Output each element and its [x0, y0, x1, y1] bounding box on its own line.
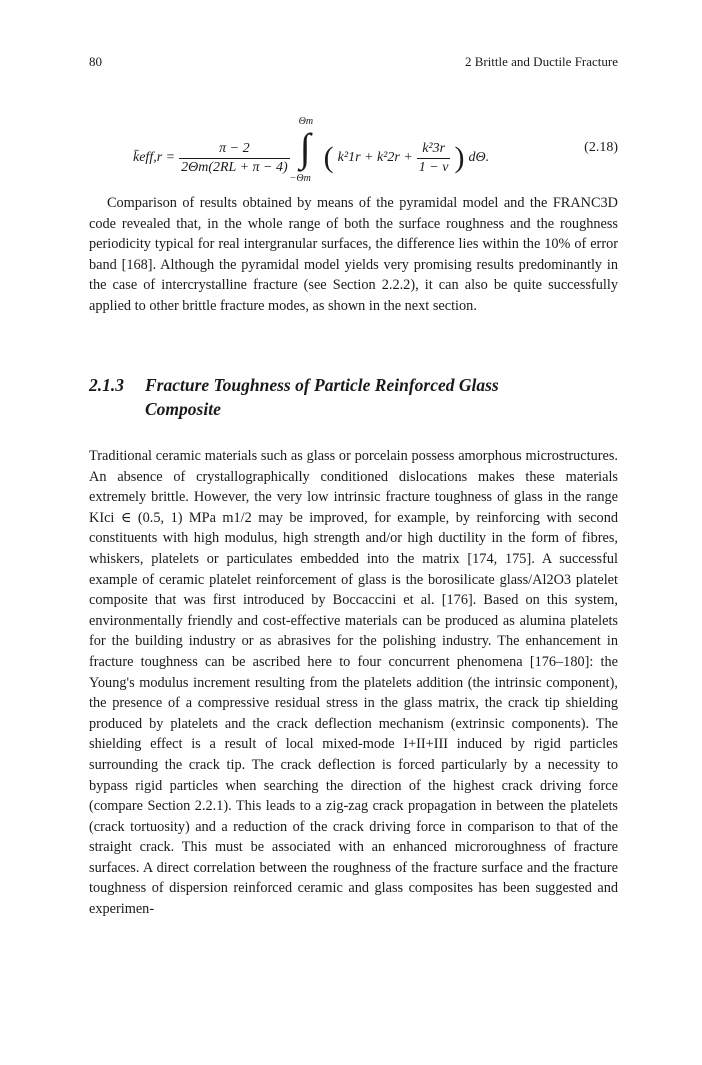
section-title-line2: Composite	[145, 399, 221, 419]
differential: dΘ.	[468, 150, 490, 165]
fraction-denominator: 2Θm(2RL + π − 4)	[181, 159, 288, 175]
inner-fraction	[417, 140, 451, 177]
equation-body: k̄eff,r = $\frac{\pi - 2}{2\Theta m(2RL + \pi - 4)}$ Θm ∫ −Θm ( k²1r + k²2r + $\frac{\text{k²3r}}{1 - \nu}$ ) dΘ.	[133, 116, 490, 184]
running-head	[89, 54, 618, 70]
section-title-line1: Fracture Toughness of Particle Reinforced Glass	[145, 375, 499, 395]
equation-lhs: k̄eff,r =	[133, 150, 176, 165]
paragraph-pyramidal-model: Comparison of results obtained by means of the pyramidal model and the FRANC3D code revealed that, in the whole range of both the surface roughness and the roughness periodicity typical for real intergranular surfaces, the difference lies within the 10% of error band [168]. Although the pyramidal model yields very promising results predominantly in the case of intercrystalline fracture (see Section 2.2.2), it can also be quite successfully applied to other brittle fracture modes, as shown in the next section.	[89, 195, 618, 314]
equation-number: (2.18)	[584, 140, 618, 155]
chapter-title: 2 Brittle and Ductile Fracture	[464, 54, 618, 69]
equation-2-18	[89, 118, 618, 186]
fraction-numerator: π − 2	[179, 140, 290, 159]
section-number: 2.1.3	[89, 375, 124, 395]
section-heading	[89, 373, 618, 421]
inner-numerator: k²3r	[417, 140, 451, 159]
page-number: 80	[89, 54, 102, 69]
integral-sign: Θm ∫ −Θm	[289, 116, 314, 184]
inner-denominator: 1 − ν	[418, 159, 449, 175]
integrand: k²1r + k²2r +	[337, 150, 413, 165]
paragraph-glass-composite: Traditional ceramic materials such as glass or porcelain possess amorphous microstructures. An absence of crystallographically conditioned dislocations makes these materials extremely brittle. However, the very low intrinsic fracture toughness of glass in the range KIci ∈ (0.5, 1) MPa m1/2 may be improved, for example, by reinforcing with second constituents with high modulus, high strength and/or high ductility in the form of fibres, whiskers, platelets or particulates embedded into the matrix [174, 175]. A successful example of ceramic platelet reinforcement of glass is the borosilicate glass/Al2O3 platelet composite that was first introduced by Boccaccini et al. [176]. Based on this system, environmentally friendly and cost-effective materials can be produced as alumina platelets for the building industry or as abrasives for the polishing industry. The enhancement in fracture toughness can be ascribed here to four concurrent phenomena [176–180]: the Young's modulus increment resulting from the platelets addition (the intrinsic component), the presence of a compressive residual stress in the glass matrix, the crack tip shielding produced by platelets and the crack deflection mechanism (extrinsic components). The shielding effect is a result of local mixed-mode I+II+III induced by rigid particles surrounding the crack tip. The crack deflection is forced particularly by a necessity to bypass rigid particles when searching the direction of the highest crack driving force (compare Section 2.2.1). This leads to a zig-zag crack propagation in between the platelets (crack tortuosity) and a reduction of the crack driving force in comparison to that of the straight crack. This must be associated with an enhanced microroughness of fracture surfaces. A direct correlation between the roughness of the fracture surface and the fracture toughness of dispersion reinforced ceramic and glass composites has been suggested and experimen-	[89, 448, 618, 918]
equation-fraction	[179, 140, 290, 177]
integral-upper-limit: Θm	[298, 116, 314, 127]
integral-lower-limit: −Θm	[289, 173, 311, 184]
